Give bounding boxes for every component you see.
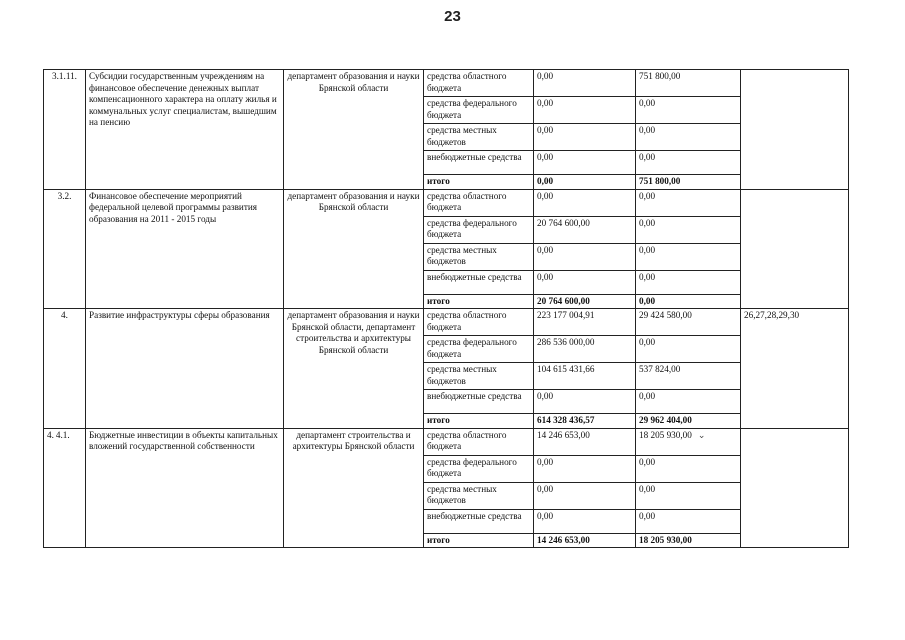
amount-col-2 [636, 294, 741, 309]
amount-col-2-value: 0,00 [639, 190, 656, 201]
amount-col-2 [636, 189, 741, 216]
amount-col-1: 0,00 [534, 175, 636, 190]
amount-col-2-value: 0,00 [639, 483, 656, 494]
section-number [44, 189, 86, 309]
amount-col-2 [636, 270, 741, 294]
amount-col-2 [636, 243, 741, 270]
amount-col-1: 223 177 004,91 [534, 309, 636, 336]
funding-source: средства федерального бюджета [424, 216, 534, 243]
amount-col-2-value: 18 205 930,00 [639, 534, 692, 545]
responsible-department: департамент строительства и архитектуры Брянской области [284, 428, 424, 548]
section-number-text: 3.2. [57, 190, 72, 201]
amount-col-2 [636, 414, 741, 429]
amount-col-2-value: 29 962 404,00 [639, 415, 692, 425]
section-name: Бюджетные инвестиции в объекты капитальных вложений государственной собственности [86, 428, 284, 548]
section-number [44, 70, 86, 190]
amount-col-1: 0,00 [534, 151, 636, 175]
table-row [44, 309, 849, 336]
amount-col-2-value: 537 824,00 [639, 364, 681, 374]
amount-col-1: 0,00 [534, 97, 636, 124]
amount-col-2-value: 0,00 [639, 217, 656, 228]
indicator-references [741, 428, 849, 548]
amount-col-1: 0,00 [534, 189, 636, 216]
amount-col-2 [636, 309, 741, 336]
section-name: Финансовое обеспечение мероприятий федеральной целевой программы развития образования на 2011 - 2015 годы [86, 189, 284, 309]
funding-source: итого [424, 175, 534, 190]
funding-source: средства федерального бюджета [424, 455, 534, 482]
amount-col-1: 14 246 653,00 [534, 533, 636, 548]
amount-col-1: 20 764 600,00 [534, 294, 636, 309]
amount-col-2-value: 0,00 [639, 295, 656, 306]
amount-col-2-value: 751 800,00 [639, 71, 681, 81]
amount-col-2-value: 0,00 [639, 125, 656, 135]
table-row [44, 70, 849, 97]
amount-col-1: 0,00 [534, 509, 636, 533]
amount-col-2-value: 0,00 [639, 337, 656, 347]
funding-source: средства областного бюджета [424, 189, 534, 216]
amount-col-2 [636, 533, 741, 548]
indicator-references [741, 189, 849, 309]
amount-col-2-value: 29 424 580,00 [639, 310, 692, 320]
indicator-references: 26,27,28,29,30 [741, 309, 849, 429]
amount-col-1: 0,00 [534, 243, 636, 270]
amount-col-1: 614 328 436,57 [534, 414, 636, 429]
funding-source: средства местных бюджетов [424, 482, 534, 509]
amount-col-2 [636, 175, 741, 190]
amount-col-1: 104 615 431,66 [534, 363, 636, 390]
amount-col-2-value: 18 205 930,00 [639, 429, 692, 440]
funding-source: внебюджетные средства [424, 509, 534, 533]
amount-col-2-value: 0,00 [639, 152, 656, 162]
section-number-text: 4.1. [55, 429, 70, 440]
responsible-department: департамент образования и науки Брянской области [284, 189, 424, 309]
amount-col-1: 0,00 [534, 482, 636, 509]
section-number [44, 309, 86, 429]
funding-source: средства местных бюджетов [424, 124, 534, 151]
funding-source: средства местных бюджетов [424, 363, 534, 390]
amount-col-1: 14 246 653,00 [534, 428, 636, 455]
amount-col-2 [636, 336, 741, 363]
amount-col-2 [636, 70, 741, 97]
funding-source: средства областного бюджета [424, 70, 534, 97]
amount-col-2 [636, 390, 741, 414]
table-row [44, 189, 849, 216]
section-number-text: 3.1.11. [52, 71, 77, 81]
section-number [44, 428, 86, 548]
amount-col-2-value: 0,00 [639, 510, 656, 521]
indicator-references [741, 70, 849, 190]
section-name: Развитие инфраструктуры сферы образования [86, 309, 284, 429]
table-row [44, 428, 849, 455]
amount-col-2-value: 0,00 [639, 271, 656, 282]
funding-source: итого [424, 533, 534, 548]
amount-col-2-value: 0,00 [639, 244, 656, 255]
amount-col-2 [636, 97, 741, 124]
section-number-text: 4. [61, 310, 68, 320]
funding-source: итого [424, 294, 534, 309]
amount-col-2 [636, 124, 741, 151]
responsible-department: департамент образования и науки Брянской области [284, 70, 424, 190]
handwritten-check-mark: ⌄ [697, 429, 706, 440]
amount-col-2-value: 0,00 [639, 98, 656, 108]
funding-source: итого [424, 414, 534, 429]
amount-col-2 [636, 455, 741, 482]
amount-col-1: 286 536 000,00 [534, 336, 636, 363]
amount-col-1: 0,00 [534, 124, 636, 151]
funding-source: средства областного бюджета [424, 309, 534, 336]
amount-col-1: 0,00 [534, 455, 636, 482]
section-number-prefix: 4. [47, 429, 54, 440]
funding-source: средства федерального бюджета [424, 336, 534, 363]
amount-col-1: 20 764 600,00 [534, 216, 636, 243]
page-number: 23 [444, 8, 461, 25]
amount-col-2 [636, 151, 741, 175]
section-name: Субсидии государственным учреждениям на финансовое обеспечение денежных выплат компенсационного характера на оплату жилья и коммунальных услуг специалистам, вышедшим на пенсию [86, 70, 284, 190]
amount-col-2 [636, 509, 741, 533]
amount-col-2-value: 0,00 [639, 391, 656, 401]
funding-source: внебюджетные средства [424, 270, 534, 294]
funding-source: внебюджетные средства [424, 151, 534, 175]
funding-source: средства федерального бюджета [424, 97, 534, 124]
amount-col-2 [636, 363, 741, 390]
amount-col-2 [636, 428, 741, 455]
funding-source: внебюджетные средства [424, 390, 534, 414]
budget-table [43, 69, 849, 548]
amount-col-1: 0,00 [534, 70, 636, 97]
amount-col-2-value: 0,00 [639, 456, 656, 467]
responsible-department: департамент образования и науки Брянской области, департамент строительства и архитектуры Брянской области [284, 309, 424, 429]
amount-col-2 [636, 482, 741, 509]
amount-col-2-value: 751 800,00 [639, 176, 681, 186]
amount-col-1: 0,00 [534, 390, 636, 414]
amount-col-2 [636, 216, 741, 243]
amount-col-1: 0,00 [534, 270, 636, 294]
funding-source: средства местных бюджетов [424, 243, 534, 270]
funding-source: средства областного бюджета [424, 428, 534, 455]
